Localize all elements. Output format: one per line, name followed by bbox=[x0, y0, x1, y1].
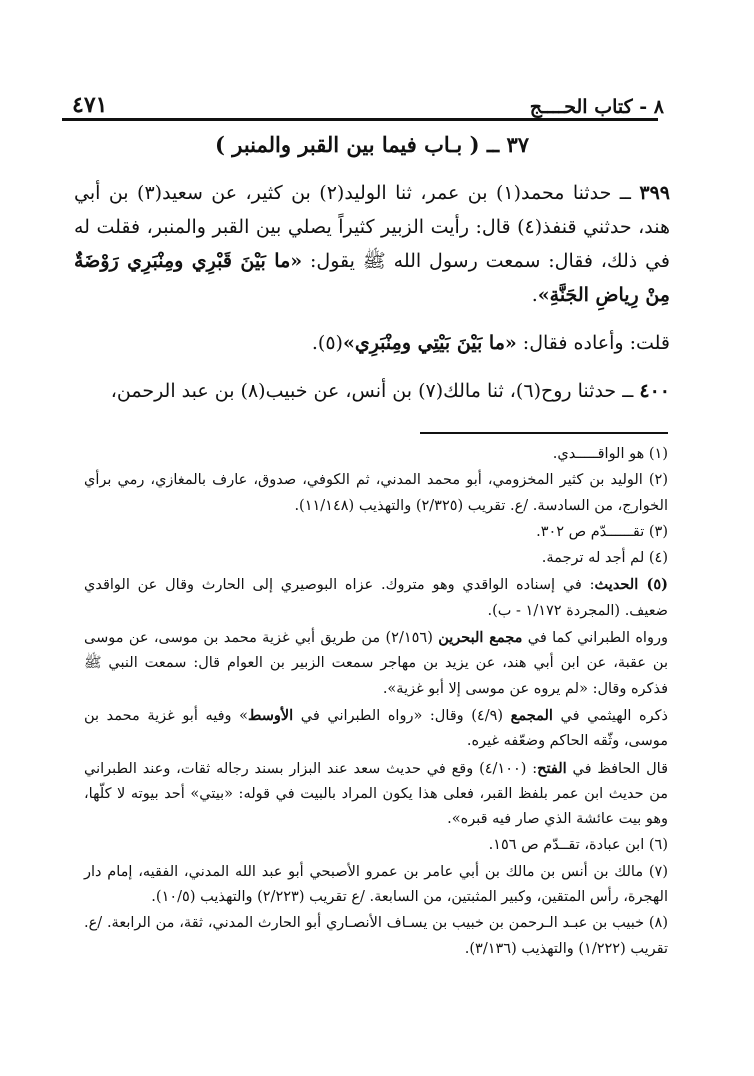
footnote-6: (٦) ابن عبادة، تقــدّم ص ١٥٦. bbox=[488, 837, 668, 854]
hadith-number: ٤٠٠ bbox=[639, 380, 670, 402]
page-number: ٤٧١ bbox=[72, 92, 108, 118]
hadith-tail: . bbox=[531, 284, 538, 306]
source-title: الأوسط bbox=[247, 706, 294, 724]
hadith-399 bbox=[74, 176, 670, 312]
footnote-3: (٣) تقــــــدّم ص ٣٠٢. bbox=[536, 523, 668, 540]
text-run: ورواه الطبراني كما في bbox=[522, 630, 668, 647]
footnote-1: (١) هو الواقـــــدي. bbox=[552, 446, 668, 462]
footnote-4: (٤) لم أجد له ترجمة. bbox=[541, 550, 668, 567]
footnote-5-para-4 bbox=[84, 756, 668, 833]
followup-tail: (٥). bbox=[311, 332, 343, 354]
footnote-5 bbox=[84, 572, 668, 624]
footnote-5-label: (٥) الحديث bbox=[594, 576, 668, 594]
hadith-399-followup bbox=[74, 326, 670, 360]
running-book-title: ٨ - كتاب الحــــج bbox=[529, 96, 664, 118]
footnote-8: (٨) خبيب بن عبـد الـرحمن بن خبيب بن يسـاف الأنصـاري أبو الحارث المدني، ثقة، من الرابعة. /ع. تقريب (١/٢٢٢) والتهذيب (٣/١٣٦). bbox=[84, 915, 668, 957]
hadith-number: ٣٩٩ bbox=[639, 182, 670, 204]
main-text bbox=[74, 176, 670, 422]
page-header bbox=[72, 82, 664, 118]
footnote-separator bbox=[420, 432, 668, 434]
text-run: (٤/٩) وقال: «رواه الطبراني في bbox=[293, 707, 511, 724]
footnote-7: (٧) مالك بن أنس بن مالك بن أبي عامر بن عمرو الأصبحي أبو عبد الله المدني، الفقيه، إمام دار الهجرة، رأس المتقين، وكبير المثبتين، من السابعة. /ع تقريب (٢/٢٢٣) والتهذيب (١٠/٥). bbox=[84, 863, 668, 906]
followup-intro: قلت: وأعاده فقال: bbox=[516, 332, 670, 354]
source-title: مجمع البحرين bbox=[438, 629, 523, 647]
text-run: » وفيه أبو غزية محمد بن موسى، وثّقه الحاكم وضعّفه غيره. bbox=[84, 707, 668, 750]
footnote-5-text: : في إسناده الواقدي وهو متروك. عزاه البوصيري إلى الحارث وقال عن الواقدي ضعيف. (المجردة ١/١٧٢ - ب). bbox=[84, 577, 668, 619]
text-run: ذكره الهيثمي في bbox=[552, 707, 668, 724]
chapter-title: ٣٧ ــ ( بـاب فيما بين القبر والمنبر ) bbox=[214, 132, 530, 157]
hadith-400 bbox=[74, 374, 670, 408]
source-title: المجمع bbox=[510, 706, 553, 724]
footnote-5-para-3 bbox=[84, 703, 668, 755]
footnote-2: (٢) الوليد بن كثير المخزومي، أبو محمد المدني، ثم الكوفي، صدوق، عارف بالمغازي، رمي برأي الخوارج، من السادسة. /ع. تقريب (٢/٣٢٥) والتهذيب (١١/١٤٨). bbox=[84, 472, 668, 514]
hadith-isnad: ــ حدثنا روح(٦)، ثنا مالك(٧) بن أنس، عن خبيب(٨) بن عبد الرحمن، bbox=[110, 380, 640, 402]
text-run: (٢/١٥٦) من طريق أبي غزية محمد بن موسى، عن موسى بن عقبة، عن ابن أبي هند، عن يزيد بن مهاجر سمعت الزبير بن العوام قال: سمعت النبي ﷺ فذكره وقال: «لم يروه عن موسى إلا أبو غزية». bbox=[84, 630, 668, 697]
header-rule bbox=[62, 118, 658, 121]
hadith-matn: «ما بَيْنَ قَبْرِي ومِنْبَرِي رَوْضَةٌ مِنْ رِياضِ الجَنَّةِ» bbox=[74, 250, 670, 306]
text-run: : (٤/١٠٠) وقع في حديث سعد عند البزار بسند رجاله ثقات، وعند الطبراني من حديث ابن عمر بلفظ القبر، فعلى هذا يكون المراد بالبيت في قوله: «بيتي» أحد بيوته لا كلّها، وهو بيت عائشة الذي صار فيه قبره». bbox=[84, 760, 668, 828]
followup-matn: «ما بَيْنَ بَيْتِي ومِنْبَرِي» bbox=[342, 332, 517, 354]
source-title: الفتح bbox=[537, 759, 567, 777]
footnote-5-para-2 bbox=[84, 625, 668, 702]
text-run: قال الحافظ في bbox=[566, 760, 669, 777]
hadith-isnad: ــ حدثنا محمد(١) بن عمر، ثنا الوليد(٢) بن كثير، عن سعيد(٣) بن أبي هند، حدثني قنفذ(٤) قال: رأيت الزبير كثيراً يصلي بين القبر والمنبر، فقلت له في ذلك، فقال: سمعت رسول الله ﷺ يقول: bbox=[74, 182, 670, 272]
footnotes bbox=[84, 442, 668, 963]
